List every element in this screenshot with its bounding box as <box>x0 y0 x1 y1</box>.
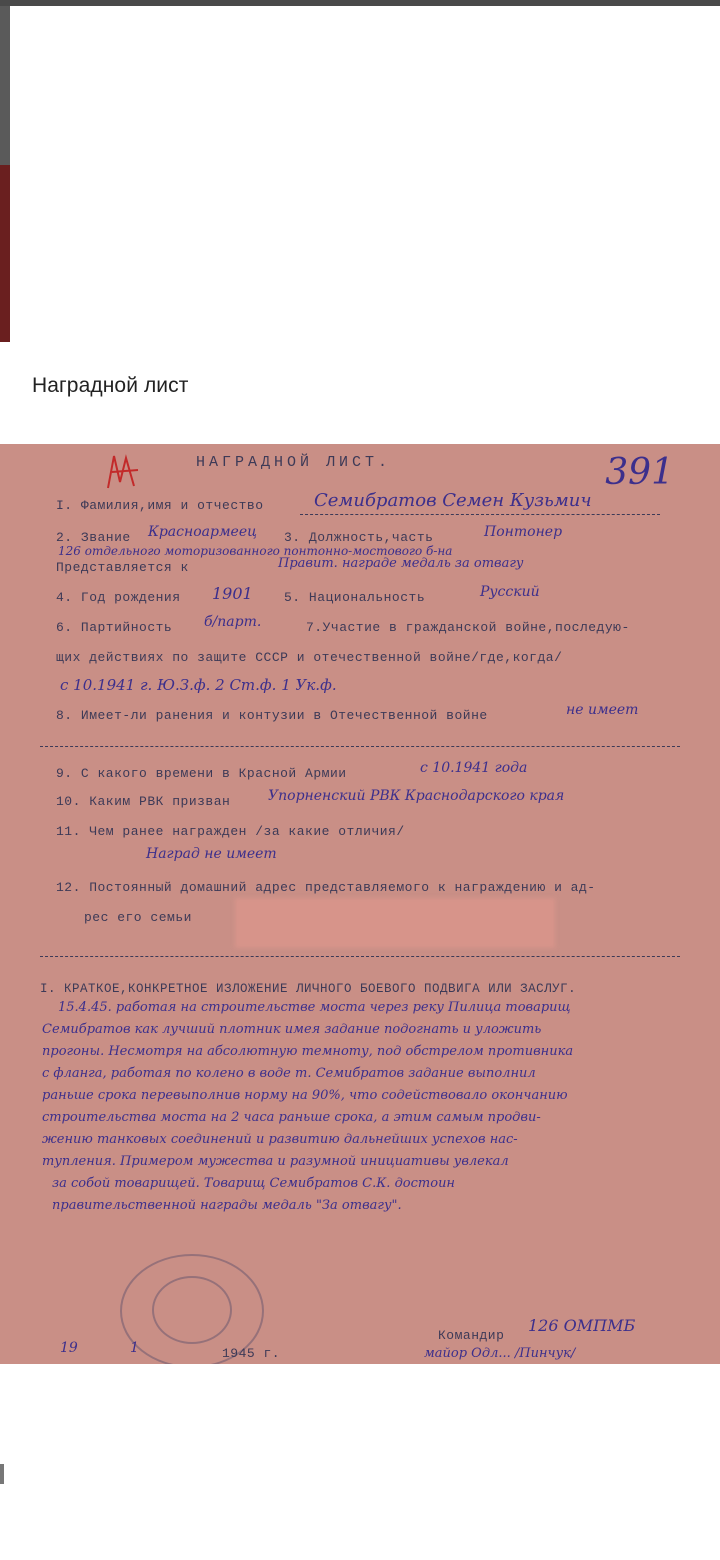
narrative-line: тупления. Примером мужества и разумной инициативы увлекал <box>42 1154 509 1169</box>
field-label-rvk: 10. Каким РВК призван <box>56 794 231 809</box>
field-value-unit: 126 отдельного моторизованного понтонно-мостового б-на <box>58 544 453 558</box>
field-label-position: 3. Должность,часть <box>284 530 434 545</box>
award-document-image[interactable] <box>0 444 720 1364</box>
narrative-line: 15.4.45. работая на строительстве моста через реку Пилица товарищ <box>58 1000 571 1015</box>
overlay-card <box>10 6 720 342</box>
field-value-presented: Правит. награде медаль за отвагу <box>278 556 524 571</box>
date-month: 1 <box>130 1340 139 1356</box>
field-value-nationality: Русский <box>480 584 540 600</box>
sheet-header <box>0 342 720 442</box>
field-value-rank: Красноармеец <box>148 524 257 540</box>
narrative-line: Семибратов как лучший плотник имея задание подогнать и уложить <box>42 1022 542 1037</box>
narrative-line: за собой товарищей. Товарищ Семибратов С.К. достоин <box>52 1176 455 1191</box>
narrative-line: жению танковых соединений и развитию дальнейших успехов нас- <box>42 1132 518 1147</box>
field-label-address: 12. Постоянный домашний адрес представляемого к награждению и ад- <box>56 880 596 895</box>
field-label-civil-war: 7.Участие в гражданской войне,последую- <box>306 620 630 635</box>
date-year: 1945 г. <box>222 1346 281 1361</box>
field-value-party: б/парт. <box>204 614 262 630</box>
field-value-service: с 10.1941 г. Ю.З.ф. 2 Ст.ф. 1 Ук.ф. <box>60 676 337 694</box>
left-edge-image-sliver <box>0 165 10 355</box>
field-value-wounds: не имеет <box>566 702 639 718</box>
field-label-nationality: 5. Национальность <box>284 590 426 605</box>
seal-emblem-icon <box>152 1276 232 1344</box>
field-value-birth-year: 1901 <box>212 584 253 603</box>
field-label-presented: Представляется к <box>56 560 189 575</box>
separator <box>40 746 680 747</box>
field-value-name: Семибратов Семен Кузьмич <box>314 490 592 511</box>
field-label-birth-year: 4. Год рождения <box>56 590 181 605</box>
bottom-blank-area <box>0 1364 720 1560</box>
field-value-army-since: с 10.1941 года <box>420 760 528 776</box>
field-label-family-address: рес его семьи <box>84 910 192 925</box>
commander-label: Командир <box>438 1328 505 1343</box>
commander-unit: 126 ОМПМБ <box>528 1316 636 1335</box>
field-label-wounds: 8. Имеет-ли ранения и контузии в Отечественной войне <box>56 708 488 723</box>
commander-signature: майор Одл... /Пинчук/ <box>424 1346 576 1361</box>
field-label-rank: 2. Звание <box>56 530 131 545</box>
section-heading: I. КРАТКОЕ,КОНКРЕТНОЕ ИЗЛОЖЕНИЕ ЛИЧНОГО БОЕВОГО ПОДВИГА ИЛИ ЗАСЛУГ. <box>40 982 577 996</box>
narrative-line: раньше срока перевыполнив норму на 90%, что содействовало окончанию <box>42 1088 568 1103</box>
field-value-position: Понтонер <box>484 524 563 540</box>
field-label-previous-awards: 11. Чем ранее награжден /за какие отличия/ <box>56 824 405 839</box>
document-heading: НАГРАДНОЙ ЛИСТ. <box>196 454 392 471</box>
field-value-rvk: Упорненский РВК Краснодарского края <box>268 788 565 804</box>
field-label-name: I. Фамилия,имя и отчество <box>56 498 264 513</box>
document-content <box>0 444 720 1364</box>
narrative-line: с фланга, работая по колено в воде т. Семибратов задание выполнил <box>42 1066 536 1081</box>
field-label-party: 6. Партийность <box>56 620 173 635</box>
narrative-line: правительственной награды медаль "За отвагу". <box>52 1198 402 1213</box>
field-label-defense: щих действиях по защите СССР и отечественной войне/где,когда/ <box>56 650 563 665</box>
narrative-line: прогоны. Несмотря на абсолютную темноту, под обстрелом противника <box>42 1044 574 1059</box>
redacted-address <box>235 898 555 948</box>
page-title: Наградной лист <box>32 374 189 397</box>
red-ink-mark-icon <box>104 452 144 492</box>
narrative-line: строительства моста на 2 часа раньше срока, а этим самым продви- <box>42 1110 541 1125</box>
bottom-edge-marker <box>0 1464 4 1484</box>
archive-page-number: 391 <box>605 452 674 493</box>
underline <box>300 514 660 515</box>
separator <box>40 956 680 957</box>
field-label-army-since: 9. С какого времени в Красной Армии <box>56 766 347 781</box>
date-day: 19 <box>60 1340 78 1356</box>
field-value-previous-awards: Наград не имеет <box>146 846 277 862</box>
